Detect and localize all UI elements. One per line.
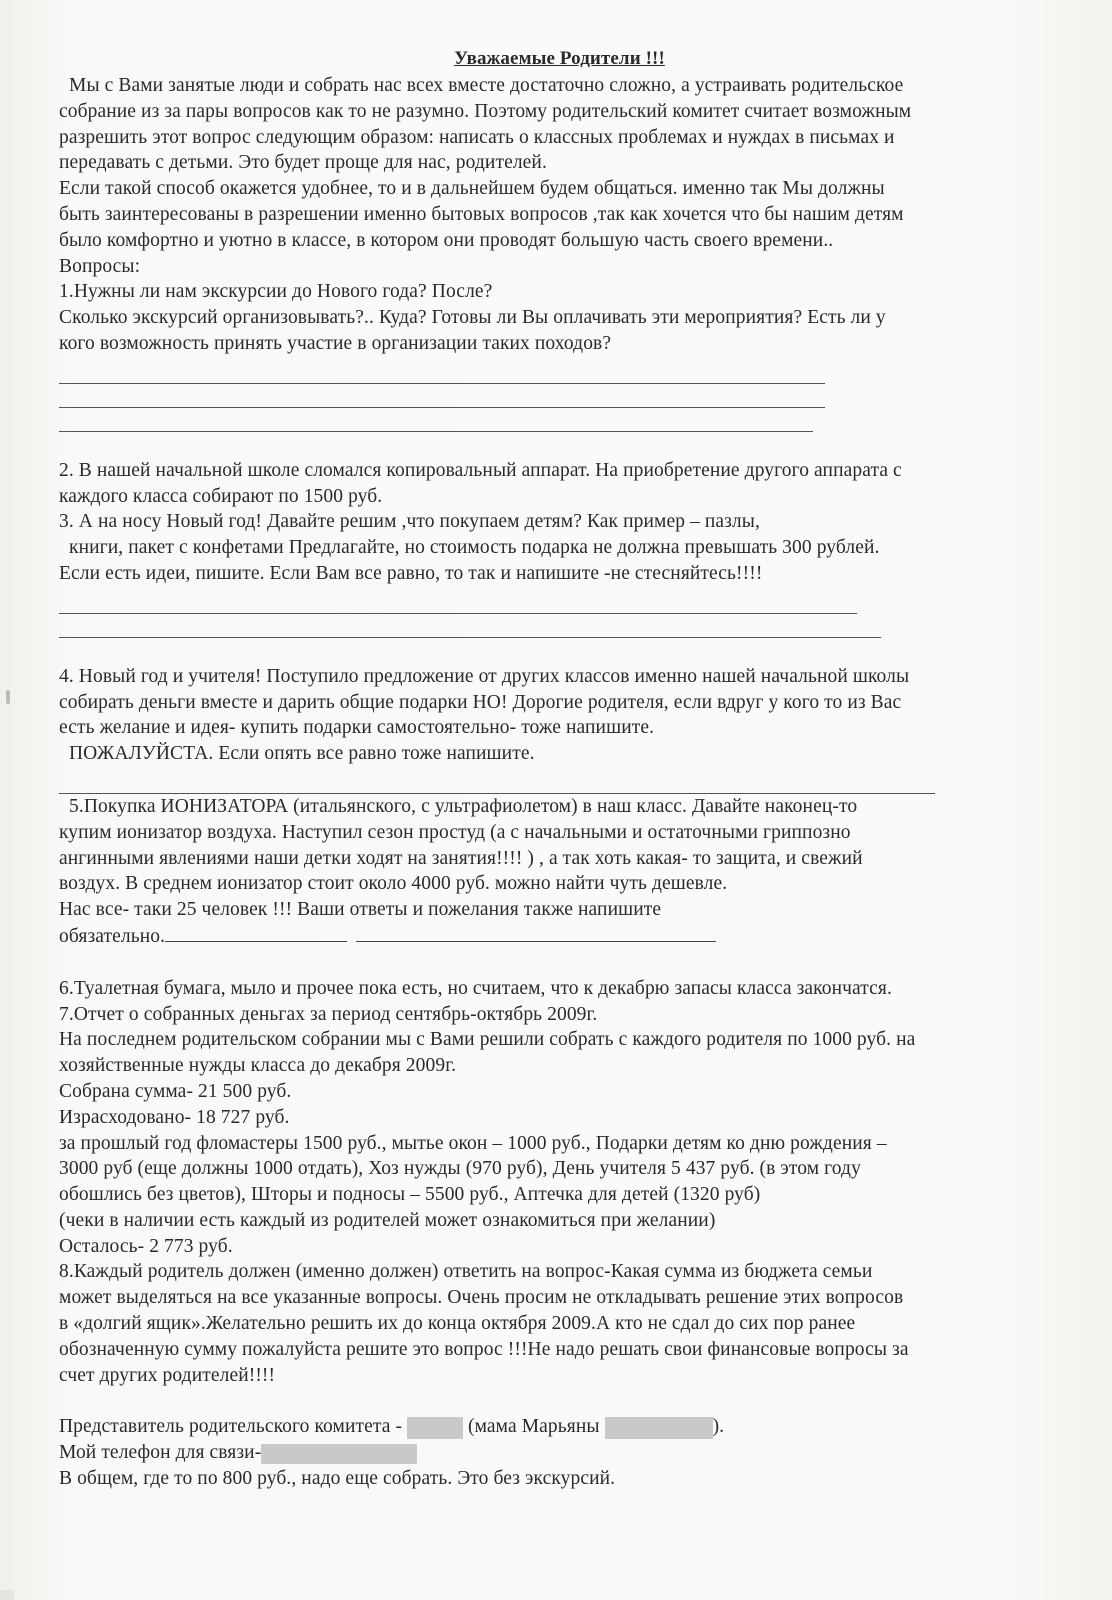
spacer [59, 1388, 1060, 1414]
question-line: есть желание и идея- купить подарки самостоятельно- тоже напишите. [59, 717, 655, 739]
question-line: Нас все- таки 25 человек !!! Ваши ответы и пожелания также напишите [59, 899, 662, 921]
representative-label: Представитель родительского комитета - [59, 1416, 403, 1438]
question-1 [59, 279, 1060, 356]
expense-line: обошлись без цветов), Шторы и подносы – 5500 руб., Аптечка для детей (1320 руб) [59, 1184, 761, 1206]
intro-line: было комфортно и уютно в классе, в котором они проводят большую часть своего времени.. [59, 229, 834, 251]
question-line [59, 923, 1060, 950]
question-4 [59, 664, 1060, 767]
answer-blank[interactable] [356, 923, 716, 942]
questions-6-8 [59, 976, 1060, 1389]
answer-line[interactable] [59, 408, 813, 432]
scan-edge-mark [6, 690, 10, 704]
intro-line: Мы с Вами занятые люди и собрать нас всех вместе достаточно сложно, а устраивать родительское [69, 75, 904, 96]
answer-line[interactable] [59, 360, 825, 384]
collected-sum: Собрана сумма- 21 500 руб. [59, 1080, 292, 1102]
spacer [59, 950, 1060, 976]
question-line: Если есть идеи, пишите. Если Вам все равно, то так и напишите -не стесняйтесь!!!! [59, 562, 763, 584]
representative-line [59, 1414, 1060, 1440]
answer-line[interactable] [59, 384, 825, 408]
intro-line: передавать с детьми. Это будет проще для нас, родителей. [59, 152, 547, 174]
spacer [59, 638, 1060, 664]
questions-2-3 [59, 458, 1060, 587]
spent-sum: Израсходовано- 18 727 руб. [59, 1106, 290, 1128]
question-line: 3. А на носу Новый год! Давайте решим ,что покупаем детям? Как пример – пазлы, [59, 511, 760, 533]
expense-line: за прошлый год фломастеры 1500 руб., мытье окон – 1000 руб., Подарки детям ко дню рождения – [59, 1132, 887, 1154]
question-5 [59, 794, 1060, 950]
mother-of-label: (мама Марьяны [468, 1416, 600, 1438]
redacted-name [407, 1417, 463, 1439]
question-line: ангинными явлениями наши детки ходят на занятия!!!! ) , а так хоть какая- то защита, и свежий [59, 847, 863, 869]
closing-line: В общем, где то по 800 руб., надо еще собрать. Это без экскурсий. [59, 1468, 616, 1490]
question-line: Сколько экскурсий организовывать?.. Куда? Готовы ли Вы оплачивать эти мероприятия? Есть ли у [59, 307, 886, 329]
answer-lines-q4 [59, 770, 1060, 794]
signature-block [59, 1414, 1060, 1491]
letter-title: Уважаемые Родители !!! [454, 48, 665, 69]
question-line: ПОЖАЛУЙСТА. Если опять все равно тоже напишите. [69, 743, 535, 765]
question-line: 8.Каждый родитель должен (именно должен) ответить на вопрос-Какая сумма из бюджета семьи [59, 1261, 873, 1283]
question-line: счет других родителей!!!! [59, 1364, 276, 1386]
remaining-sum: Осталось- 2 773 руб. [59, 1235, 233, 1257]
question-line: хозяйственные нужды класса до декабря 2009г. [59, 1055, 457, 1077]
question-line: каждого класса собирают по 1500 руб. [59, 485, 383, 507]
intro-line: разрешить этот вопрос следующим образом: написать о классных проблемах и нуждах в письмах и [59, 126, 895, 148]
question-line: кого возможность принять участие в организации таких походов? [59, 332, 612, 354]
phone-line [59, 1440, 1060, 1466]
scan-corner-mark [0, 1590, 14, 1600]
representative-end: ). [712, 1416, 725, 1438]
question-line: обозначенную сумму пожалуйста решите это вопрос !!!Не надо решать свои финансовые вопросы за [59, 1338, 909, 1360]
question-line: собирать деньги вместе и дарить общие подарки НО! Дорогие родителя, если вдруг у кого то из Вас [59, 691, 902, 713]
question-line: 1.Нужны ли нам экскурсии до Нового года? После? [59, 281, 493, 303]
answer-lines-q3 [59, 590, 1060, 638]
answer-line[interactable] [59, 590, 857, 614]
obligatory-label: обязательно. [59, 925, 166, 947]
intro-section [59, 73, 1060, 279]
question-line: 7.Отчет о собранных деньгах за период сентябрь-октябрь 2009г. [59, 1003, 598, 1025]
question-line: книги, пакет с конфетами Предлагайте, но стоимость подарка не должна превышать 300 рублей. [69, 537, 880, 559]
question-line: купим ионизатор воздуха. Наступил сезон простуд (а с начальными и остаточными гриппозно [59, 821, 851, 843]
expense-line: 3000 руб (еще должны 1000 отдать), Хоз нужды (970 руб), День учителя 5 437 руб. (в этом году [59, 1158, 861, 1180]
intro-line: собрание из за пары вопросов как то не разумно. Поэтому родительский комитет считает возможным [59, 100, 912, 122]
intro-line: Если такой способ окажется удобнее, то и в дальнейшем будем общаться. именно так Мы должны [59, 178, 885, 200]
questions-heading: Вопросы: [59, 255, 141, 277]
answer-line[interactable] [59, 614, 881, 638]
answer-lines-q1 [59, 360, 1060, 432]
question-line: в «долгий ящик».Желательно решить их до конца октября 2009.А кто не сдал до сих пор ранее [59, 1313, 856, 1335]
redacted-surname [605, 1417, 713, 1439]
question-line: 6.Туалетная бумага, мыло и прочее пока есть, но считаем, что к декабрю запасы класса закончатся. [59, 977, 892, 999]
question-line: 2. В нашей начальной школе сломался копировальный аппарат. На приобретение другого аппарата с [59, 459, 902, 481]
spacer [59, 432, 1060, 458]
redacted-phone [261, 1444, 417, 1464]
phone-label: Мой телефон для связи- [59, 1442, 262, 1464]
intro-line: быть заинтересованы в разрешении именно бытовых вопросов ,так как хочется что бы нашим детям [59, 203, 904, 225]
question-line: 5.Покупка ИОНИЗАТОРА (итальянского, с ультрафиолетом) в наш класс. Давайте наконец-то [69, 795, 858, 817]
question-line: может выделяться на все указанные вопросы. Очень просим не откладывать решение этих вопросов [59, 1287, 904, 1309]
answer-line[interactable] [59, 770, 935, 794]
question-line: На последнем родительском собрании мы с Вами решили собрать с каждого родителя по 1000 руб. на [59, 1029, 916, 1051]
question-line: воздух. В среднем ионизатор стоит около 4000 руб. можно найти чуть дешевле. [59, 873, 728, 895]
receipts-note: (чеки в наличии есть каждый из родителей может ознакомиться при желании) [59, 1209, 716, 1231]
question-line: 4. Новый год и учителя! Поступило предложение от других классов именно нашей начальной школы [59, 665, 910, 687]
answer-blank[interactable] [165, 923, 347, 942]
